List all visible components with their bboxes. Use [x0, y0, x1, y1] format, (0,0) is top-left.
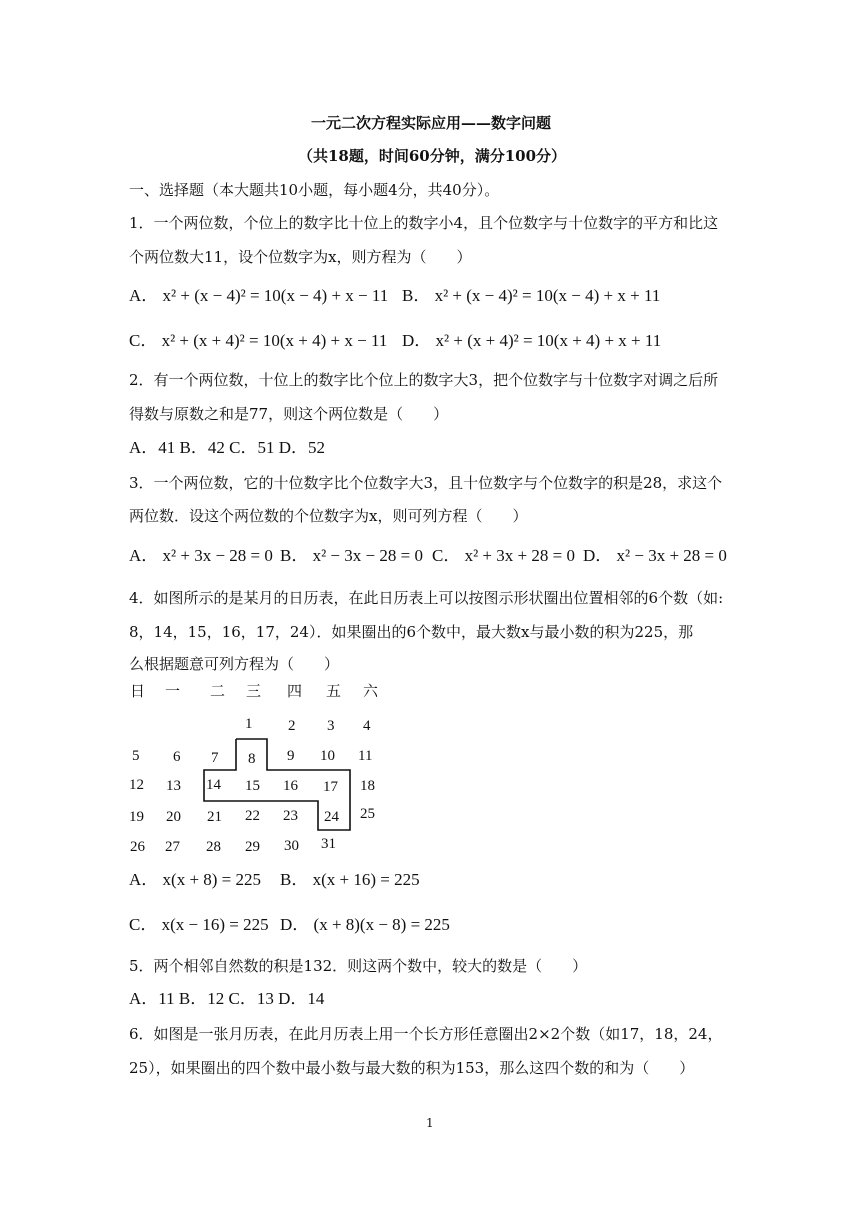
q3-stem-line1: 3．一个两位数，它的十位数字比个位数字大3，且十位数字与个位数字的积是28，求这个: [129, 474, 723, 492]
page-title: 一元二次方程实际应用——数字问题: [311, 114, 552, 132]
day-8: 8: [248, 751, 256, 767]
q1-option-c: C． x² + (x + 4)² = 10(x + 4) + x − 11: [129, 331, 388, 350]
day-28: 28: [206, 839, 221, 855]
day-9: 9: [287, 748, 295, 764]
q2-stem-line1: 2．有一个两位数，十位上的数字比个位上的数字大3，把个位数字与十位数字对调之后所: [129, 371, 719, 389]
q6-stem-line2: 25），如果圈出的四个数中最小数与最大数的积为153，那么这四个数的和为（ ）: [129, 1059, 695, 1077]
q3-stem-line2: 两位数．设这个两位数的个位数字为x，则可列方程（ ）: [129, 507, 528, 525]
q2-stem-line2: 得数与原数之和是77，则这个两位数是（ ）: [129, 405, 449, 423]
q1-option-d: D． x² + (x + 4)² = 10(x + 4) + x + 11: [402, 331, 662, 350]
q4-option-b: B． x(x + 16) = 225: [280, 870, 420, 889]
weekday-mon: 一: [165, 682, 181, 700]
day-6: 6: [173, 749, 181, 765]
day-24: 24: [324, 809, 339, 825]
q4-stem-line1: 4．如图所示的是某月的日历表，在此日历表上可以按图示形状圈出位置相邻的6个数（如:: [129, 589, 724, 607]
day-4: 4: [363, 718, 371, 734]
q3-option-c: C． x² + 3x + 28 = 0: [432, 546, 575, 565]
day-2: 2: [288, 718, 296, 734]
day-5: 5: [132, 748, 140, 764]
day-26: 26: [130, 839, 145, 855]
weekday-wed: 三: [246, 682, 262, 700]
q4-stem-line2: 8，14，15，16，17，24）．如果圈出的6个数中，最大数x与最小数的积为225，那: [129, 623, 694, 641]
q4-option-c: C． x(x − 16) = 225: [129, 915, 269, 934]
day-11: 11: [358, 748, 373, 764]
q5-options: A．11 B．12 C．13 D．14: [129, 989, 325, 1008]
day-3: 3: [327, 718, 335, 734]
day-31: 31: [321, 836, 336, 852]
weekday-fri: 五: [326, 682, 342, 700]
day-17: 17: [323, 779, 338, 795]
section-heading: 一、选择题（本大题共10小题，每小题4分，共40分）。: [129, 181, 500, 199]
q3-option-d: D． x² − 3x + 28 = 0: [583, 546, 727, 565]
day-21: 21: [207, 809, 222, 825]
q1-stem-line2: 个两位数大11，设个位数字为x，则方程为（ ）: [129, 248, 472, 266]
weekday-sun: 日: [130, 682, 146, 700]
page-subtitle: （共18题，时间60分钟，满分100分）: [298, 147, 567, 165]
weekday-thu: 四: [287, 682, 303, 700]
day-23: 23: [283, 808, 298, 824]
day-7: 7: [211, 750, 219, 766]
day-20: 20: [166, 809, 181, 825]
q4-option-a: A． x(x + 8) = 225: [129, 870, 262, 889]
day-14: 14: [206, 777, 221, 793]
day-19: 19: [129, 809, 144, 825]
day-10: 10: [320, 748, 335, 764]
weekday-tue: 二: [210, 682, 226, 700]
day-29: 29: [245, 839, 260, 855]
q1-option-a: A． x² + (x − 4)² = 10(x − 4) + x − 11: [129, 286, 389, 305]
day-27: 27: [165, 839, 180, 855]
q2-options: A．41 B．42 C．51 D．52: [129, 438, 325, 457]
day-15: 15: [245, 778, 260, 794]
page-number: 1: [426, 1116, 434, 1130]
day-13: 13: [166, 778, 181, 794]
q6-stem-line1: 6．如图是一张月历表，在此月历表上用一个长方形任意圈出2×2个数（如17，18，24，: [129, 1025, 723, 1043]
day-30: 30: [284, 838, 299, 854]
day-25: 25: [360, 806, 375, 822]
day-16: 16: [283, 778, 298, 794]
day-22: 22: [245, 808, 260, 824]
q1-stem-line1: 1．一个两位数，个位上的数字比十位上的数字小4，且个位数字与十位数字的平方和比这: [129, 214, 719, 232]
q4-stem-line3: 么根据题意可列方程为（ ）: [129, 655, 340, 673]
q5-stem: 5．两个相邻自然数的积是132．则这两个数中，较大的数是（ ）: [129, 957, 588, 975]
q3-option-b: B． x² − 3x − 28 = 0: [280, 546, 423, 565]
day-1: 1: [245, 716, 253, 732]
day-12: 12: [129, 777, 144, 793]
weekday-sat: 六: [363, 682, 379, 700]
q3-option-a: A． x² + 3x − 28 = 0: [129, 546, 273, 565]
q4-option-d: D． (x + 8)(x − 8) = 225: [280, 915, 450, 934]
day-18: 18: [360, 778, 375, 794]
q1-option-b: B． x² + (x − 4)² = 10(x − 4) + x + 11: [402, 286, 661, 305]
